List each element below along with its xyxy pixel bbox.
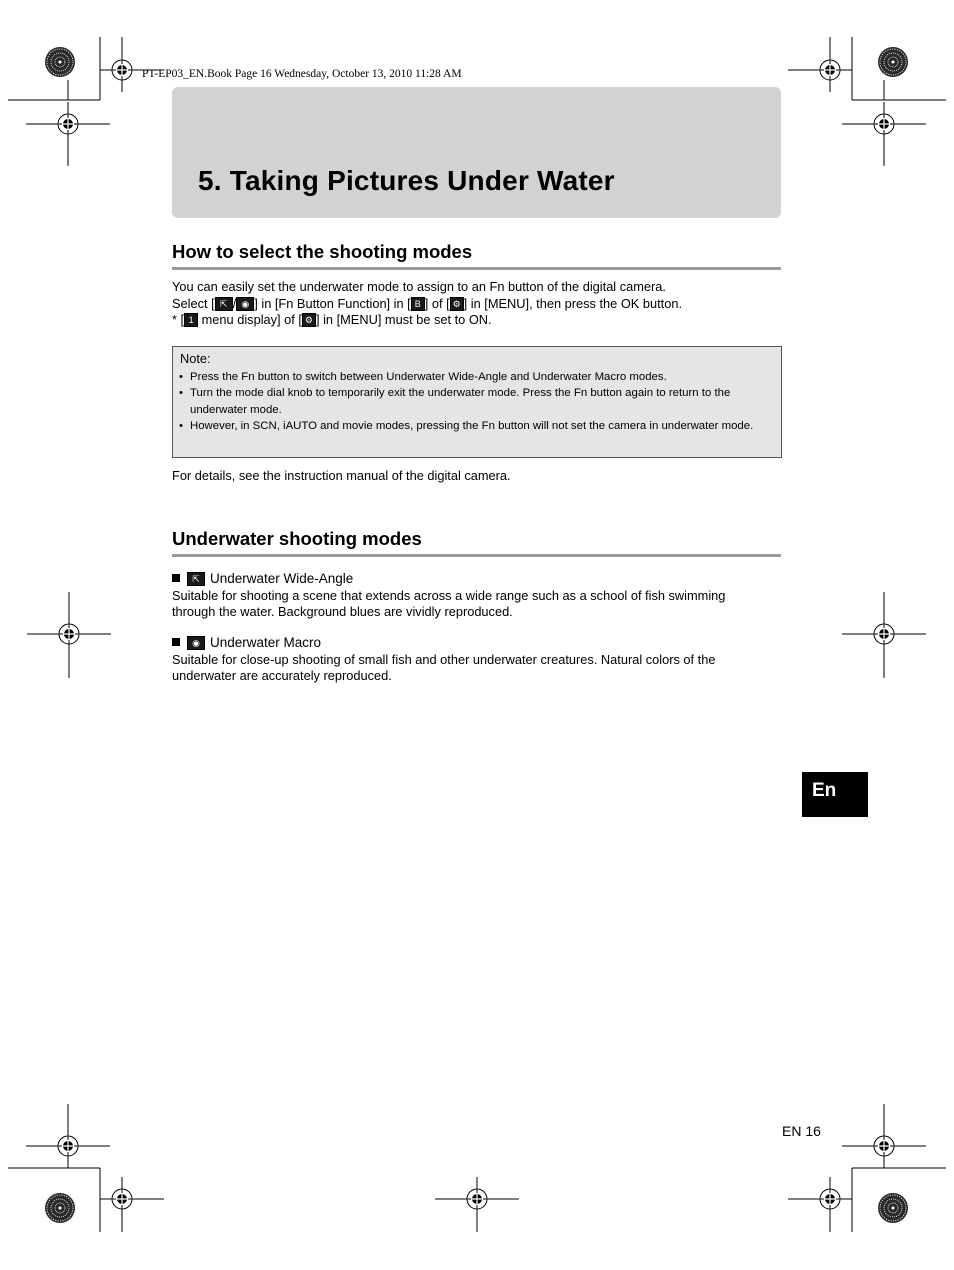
- language-tab: En: [802, 772, 868, 817]
- details-text: For details, see the instruction manual of the digital camera.: [172, 468, 511, 483]
- custom-menu-gear-icon: ⚙: [450, 297, 464, 311]
- note-label: Note:: [180, 351, 211, 366]
- square-bullet-icon: [172, 638, 180, 646]
- note-item: • Press the Fn button to switch between Underwater Wide-Angle and Underwater Macro modes.: [179, 369, 773, 385]
- underwater-macro-icon: ◉: [236, 297, 254, 311]
- custom-menu-gear-icon: ⚙: [302, 313, 316, 327]
- mode-macro: [172, 635, 772, 685]
- mode-title: ◉ Underwater Macro: [172, 635, 772, 650]
- underwater-wide-angle-icon: ⇱: [215, 297, 233, 311]
- custom-menu-b-icon: B: [411, 297, 425, 311]
- section-heading-modes: Underwater shooting modes: [172, 528, 781, 557]
- select-line-2: Select [ ⇱ / ◉ ] in [Fn Button Function] in [ B ] of [ ⚙ ] in [MENU], then press the OK button.: [172, 295, 683, 311]
- square-bullet-icon: [172, 574, 180, 582]
- mode-wide-angle: [172, 571, 772, 621]
- select-line-3: * [ 1 menu display] of [ ⚙ ] in [MENU] must be set to ON.: [172, 312, 492, 327]
- chapter-title: 5. Taking Pictures Under Water: [198, 165, 615, 196]
- section-heading-select: How to select the shooting modes: [172, 241, 781, 270]
- note-box: [172, 346, 782, 458]
- book-info-header: PT-EP03_EN.Book Page 16 Wednesday, October 13, 2010 11:28 AM: [142, 68, 462, 80]
- select-line-1: You can easily set the underwater mode to assign to an Fn button of the digital camera.: [172, 279, 666, 294]
- select-instructions: [172, 279, 682, 329]
- mode-description: Suitable for close-up shooting of small fish and other underwater creatures. Natural colors of the underwater are accurately reproduced.: [172, 652, 716, 684]
- mode-title: ⇱ Underwater Wide-Angle: [172, 571, 772, 586]
- underwater-wide-angle-icon: ⇱: [187, 572, 205, 586]
- underwater-macro-icon: ◉: [187, 636, 205, 650]
- note-item: • Turn the mode dial knob to temporarily exit the underwater mode. Press the Fn button again to return to the underwater mode.: [179, 385, 773, 418]
- page-number: EN 16: [782, 1123, 821, 1139]
- note-item: • However, in SCN, iAUTO and movie modes, pressing the Fn button will not set the camera in underwater mode.: [179, 418, 773, 434]
- note-list: [179, 369, 773, 434]
- custom-menu-one-icon: 1: [184, 313, 198, 327]
- chapter-title-box: [172, 87, 781, 218]
- mode-description: Suitable for shooting a scene that extends across a wide range such as a school of fish swimming through the water. Background blues are vividly reproduced.: [172, 588, 726, 620]
